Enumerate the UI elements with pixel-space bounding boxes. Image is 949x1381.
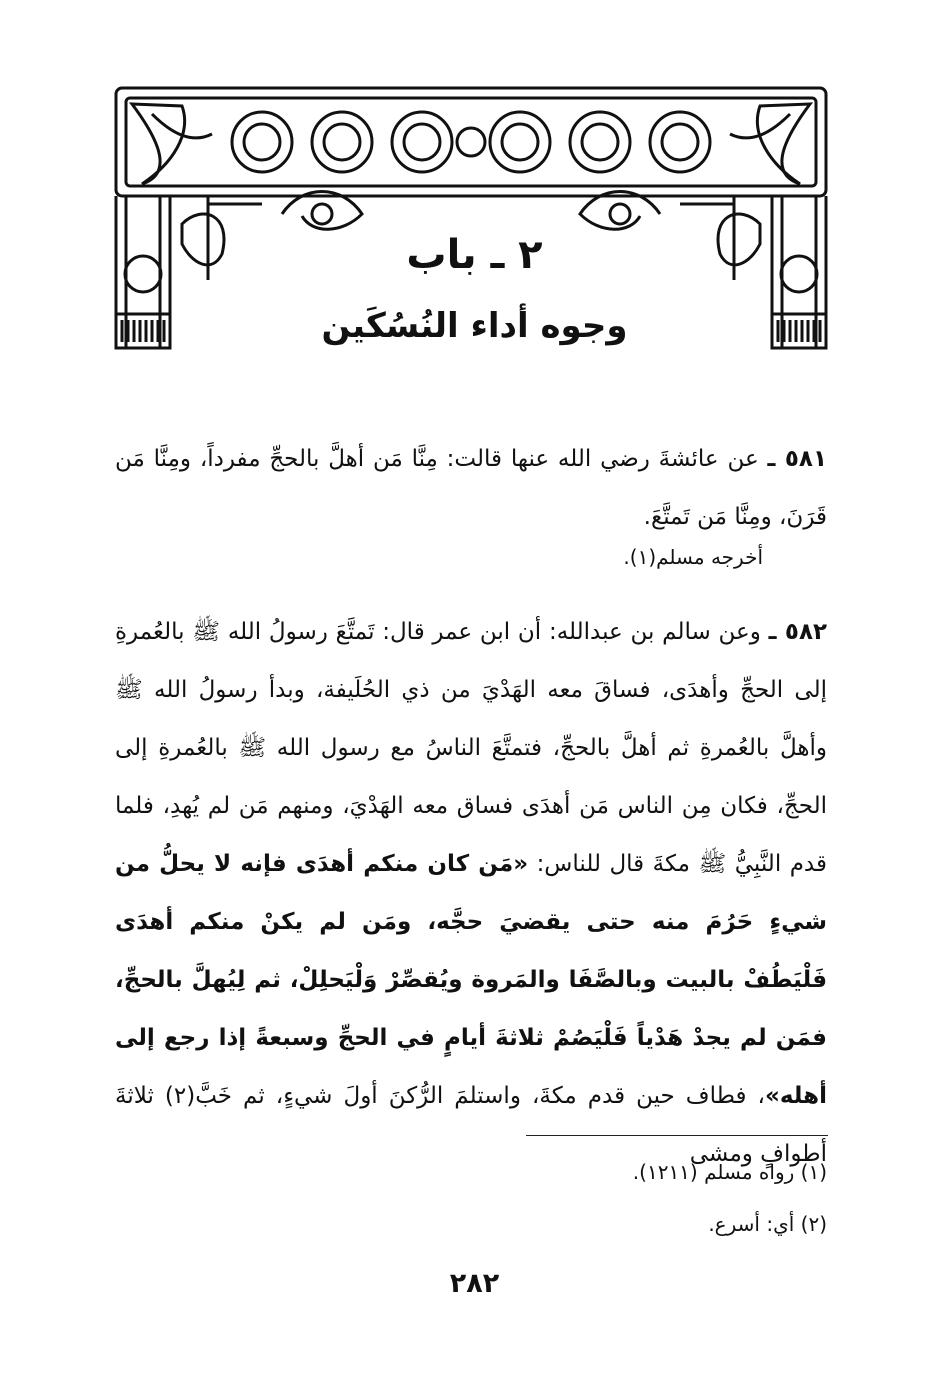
hadith-581 [115, 430, 827, 546]
prophetic-quote: «مَن كان منكم أهدَى فإنه لا يحلُّ من شيءٍ حَرُمَ منه حتى يقضيَ حجَّه، ومَن لم يكنْ منكم أهدَى فَلْيَطُفْ بالبيت وبالصَّفَا والمَروة ويُقصِّرْ وَلْيَحلِلْ، ثم لِيُهلَّ بالحجِّ، فمَن لم يجدْ هَدْياً فَلْيَصُمْ ثلاثةَ أيامٍ في الحجِّ وسبعةً إذا رجع إلى أهله» [115, 851, 827, 1109]
hadith-text: عن عائشةَ رضي الله عنها قالت: مِنَّا مَن أهلَّ بالحجِّ مفرداً، ومِنَّا مَن قَرَنَ، ومِنَّا مَن تَمتَّعَ. [115, 446, 827, 530]
hadith-number: ٥٨١ ـ [767, 446, 828, 472]
hadith-source: أخرجه مسلم(١). [623, 545, 763, 569]
hadith-text-intro: وعن سالم بن عبدالله: أن ابن عمر قال: تَمتَّعَ رسولُ الله ﷺ بالعُمرةِ إلى الحجِّ وأهدَى، فساقَ معه الهَدْيَ من ذي الحُلَيفة، وبدأ رسولُ الله ﷺ وأهلَّ بالعُمرةِ ثم أهلَّ بالحجِّ، فتمتَّعَ الناسُ مع رسول الله ﷺ بالعُمرةِ إلى الحجِّ، فكان مِن الناس مَن أهدَى فساق معه الهَدْيَ، ومنهم مَن لم يُهدِ، فلما قدم النَّبِيُّ ﷺ مكةَ قال للناس: [115, 619, 828, 877]
chapter-title: وجوه أداء النُسُكَين [321, 306, 628, 346]
hadith-582 [115, 603, 827, 1183]
chapter-label: ٢ ـ باب [406, 232, 543, 278]
footnote-1: (١) رواه مسلم (١٢١١). [632, 1160, 827, 1184]
footnote-divider [526, 1135, 828, 1136]
page-number: ٢٨٢ [449, 1268, 500, 1299]
footnote-2: (٢) أي: أسرع. [708, 1212, 827, 1236]
hadith-text-outro: ، فطاف حين قدم مكةَ، واستلمَ الرُّكنَ أولَ شيءٍ، ثم خَبَّ(٢) ثلاثةَ أطوافٍ ومشى [115, 1083, 827, 1167]
hadith-number: ٥٨٢ ـ [768, 619, 828, 645]
